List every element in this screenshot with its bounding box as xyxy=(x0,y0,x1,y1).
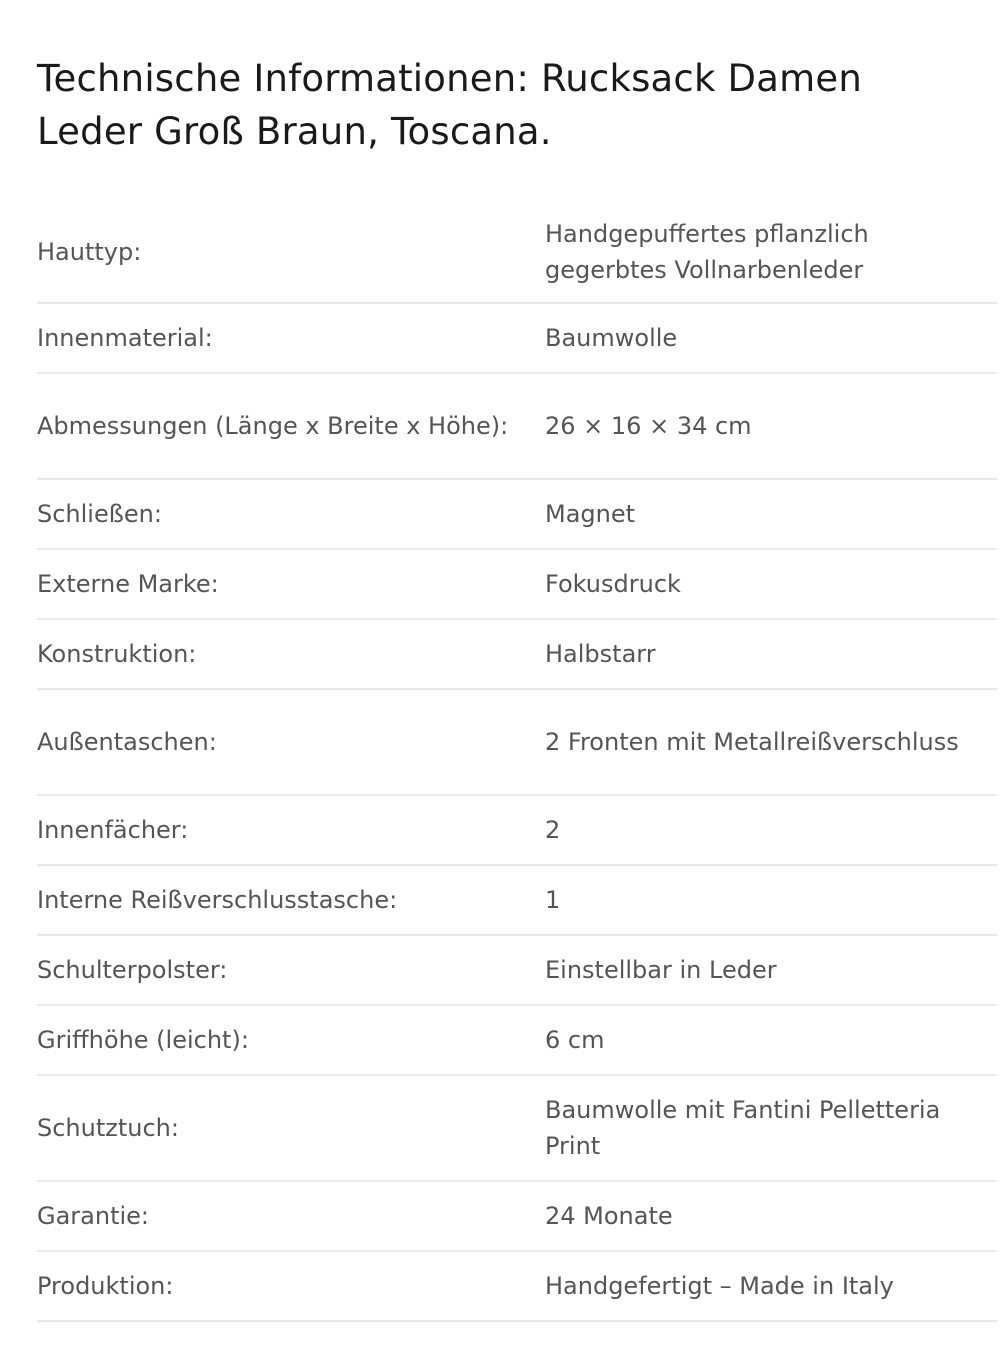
spec-label: Schließen: xyxy=(37,500,162,528)
spec-label: Schulterpolster: xyxy=(37,956,228,984)
spec-label: Abmessungen (Länge x Breite x Höhe): xyxy=(37,412,509,440)
spec-value: Halbstarr xyxy=(545,640,656,668)
spec-label: Innenmaterial: xyxy=(37,324,213,352)
page-content xyxy=(37,0,997,1322)
spec-label: Produktion: xyxy=(37,1272,174,1300)
spec-row-abmessungen xyxy=(37,374,997,480)
spec-row-garantie xyxy=(37,1182,997,1252)
spec-row-griffhoehe xyxy=(37,1006,997,1076)
spec-value: 26 × 16 × 34 cm xyxy=(545,412,752,440)
spec-value: 6 cm xyxy=(545,1026,605,1054)
spec-value: 24 Monate xyxy=(545,1202,673,1230)
spec-value: Handgefertigt – Made in Italy xyxy=(545,1272,894,1300)
spec-row-schliessen xyxy=(37,480,997,550)
spec-row-produktion xyxy=(37,1252,997,1322)
spec-value: Baumwolle mit Fantini Pelletteria Print xyxy=(545,1096,941,1160)
spec-label: Hauttyp: xyxy=(37,237,142,266)
spec-value: 1 xyxy=(545,886,561,914)
spec-row-externe-marke xyxy=(37,550,997,620)
spec-row-aussentaschen xyxy=(37,690,997,796)
spec-value: Fokusdruck xyxy=(545,570,681,598)
spec-row-innenfaecher xyxy=(37,796,997,866)
page-title: Technische Informationen: Rucksack Damen Leder Groß Braun, Toscana. xyxy=(37,57,862,153)
spec-value: Magnet xyxy=(545,500,636,528)
spec-row-konstruktion xyxy=(37,620,997,690)
spec-label: Außentaschen: xyxy=(37,728,217,756)
spec-row-schulterpolster xyxy=(37,936,997,1006)
spec-value: Baumwolle xyxy=(545,324,678,352)
spec-row-innenmaterial xyxy=(37,304,997,374)
spec-label: Garantie: xyxy=(37,1202,150,1230)
spec-label: Externe Marke: xyxy=(37,570,219,598)
spec-row-interne-tasche xyxy=(37,866,997,936)
spec-value: 2 Fronten mit Metallreißverschluss xyxy=(545,728,959,756)
spec-value: 2 xyxy=(545,816,561,844)
spec-row-hauttyp xyxy=(37,201,997,304)
spec-table xyxy=(37,201,997,1322)
spec-label: Interne Reißverschlusstasche: xyxy=(37,886,398,914)
spec-row-schutztuch xyxy=(37,1076,997,1182)
spec-label: Konstruktion: xyxy=(37,640,197,668)
spec-value: Handgepuffertes pflanzlich gegerbtes Vollnarbenleder xyxy=(545,219,869,284)
spec-label: Schutztuch: xyxy=(37,1114,179,1142)
spec-label: Griffhöhe (leicht): xyxy=(37,1026,249,1054)
spec-value: Einstellbar in Leder xyxy=(545,956,777,984)
spec-label: Innenfächer: xyxy=(37,816,189,844)
